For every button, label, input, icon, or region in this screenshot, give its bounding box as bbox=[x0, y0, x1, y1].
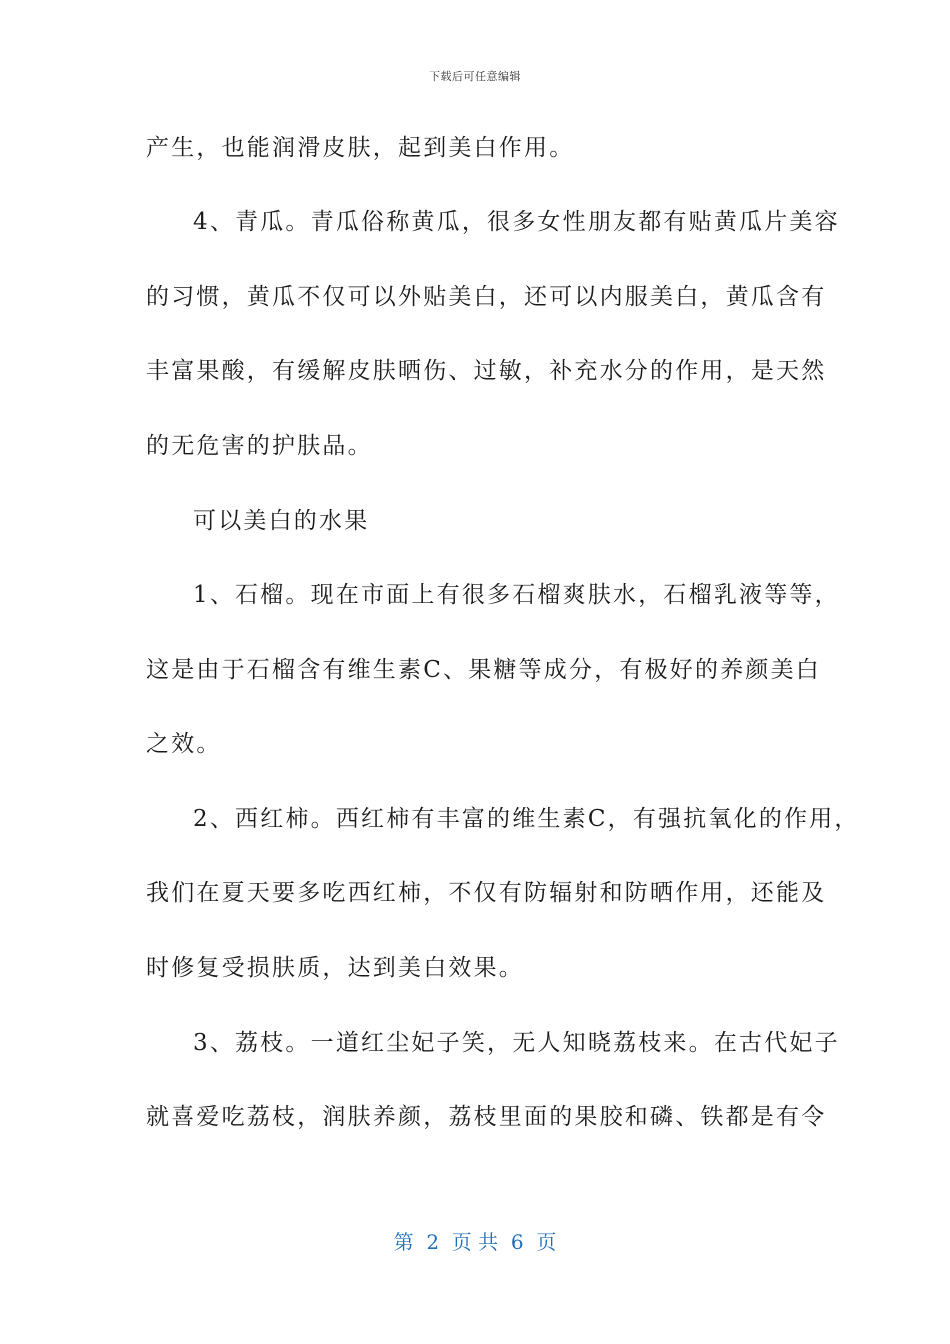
body-text-line: 这是由于石榴含有维生素C、果糖等成分，有极好的养颜美白 bbox=[146, 657, 821, 683]
page-number: 第 2 页 共 6 页 bbox=[393, 1230, 557, 1254]
body-text-line: 的无危害的护肤品。 bbox=[146, 433, 373, 459]
body-text-line: 之效。 bbox=[146, 731, 222, 757]
header-note: 下载后可任意编辑 bbox=[429, 70, 521, 83]
body-text-line: 就喜爱吃荔枝，润肤养颜，荔枝里面的果胶和磷、铁都是有令 bbox=[146, 1104, 827, 1130]
body-text-line: 产生，也能润滑皮肤，起到美白作用。 bbox=[146, 135, 575, 161]
section-heading: 可以美白的水果 bbox=[193, 508, 370, 534]
body-text-line: 1、石榴。现在市面上有很多石榴爽肤水，石榴乳液等等， bbox=[193, 582, 840, 608]
body-text-line: 丰富果酸，有缓解皮肤晒伤、过敏，补充水分的作用，是天然 bbox=[146, 358, 827, 384]
body-text-line: 时修复受损肤质，达到美白效果。 bbox=[146, 955, 524, 981]
body-text-line: 4、青瓜。青瓜俗称黄瓜，很多女性朋友都有贴黄瓜片美容 bbox=[193, 209, 840, 235]
body-text-line: 3、荔枝。一道红尘妃子笑，无人知晓荔枝来。在古代妃子 bbox=[193, 1030, 840, 1056]
body-text-line: 2、西红柿。西红柿有丰富的维生素C，有强抗氧化的作用， bbox=[193, 806, 860, 832]
body-text-line: 我们在夏天要多吃西红柿，不仅有防辐射和防晒作用，还能及 bbox=[146, 880, 827, 906]
body-text-line: 的习惯，黄瓜不仅可以外贴美白，还可以内服美白，黄瓜含有 bbox=[146, 284, 827, 310]
